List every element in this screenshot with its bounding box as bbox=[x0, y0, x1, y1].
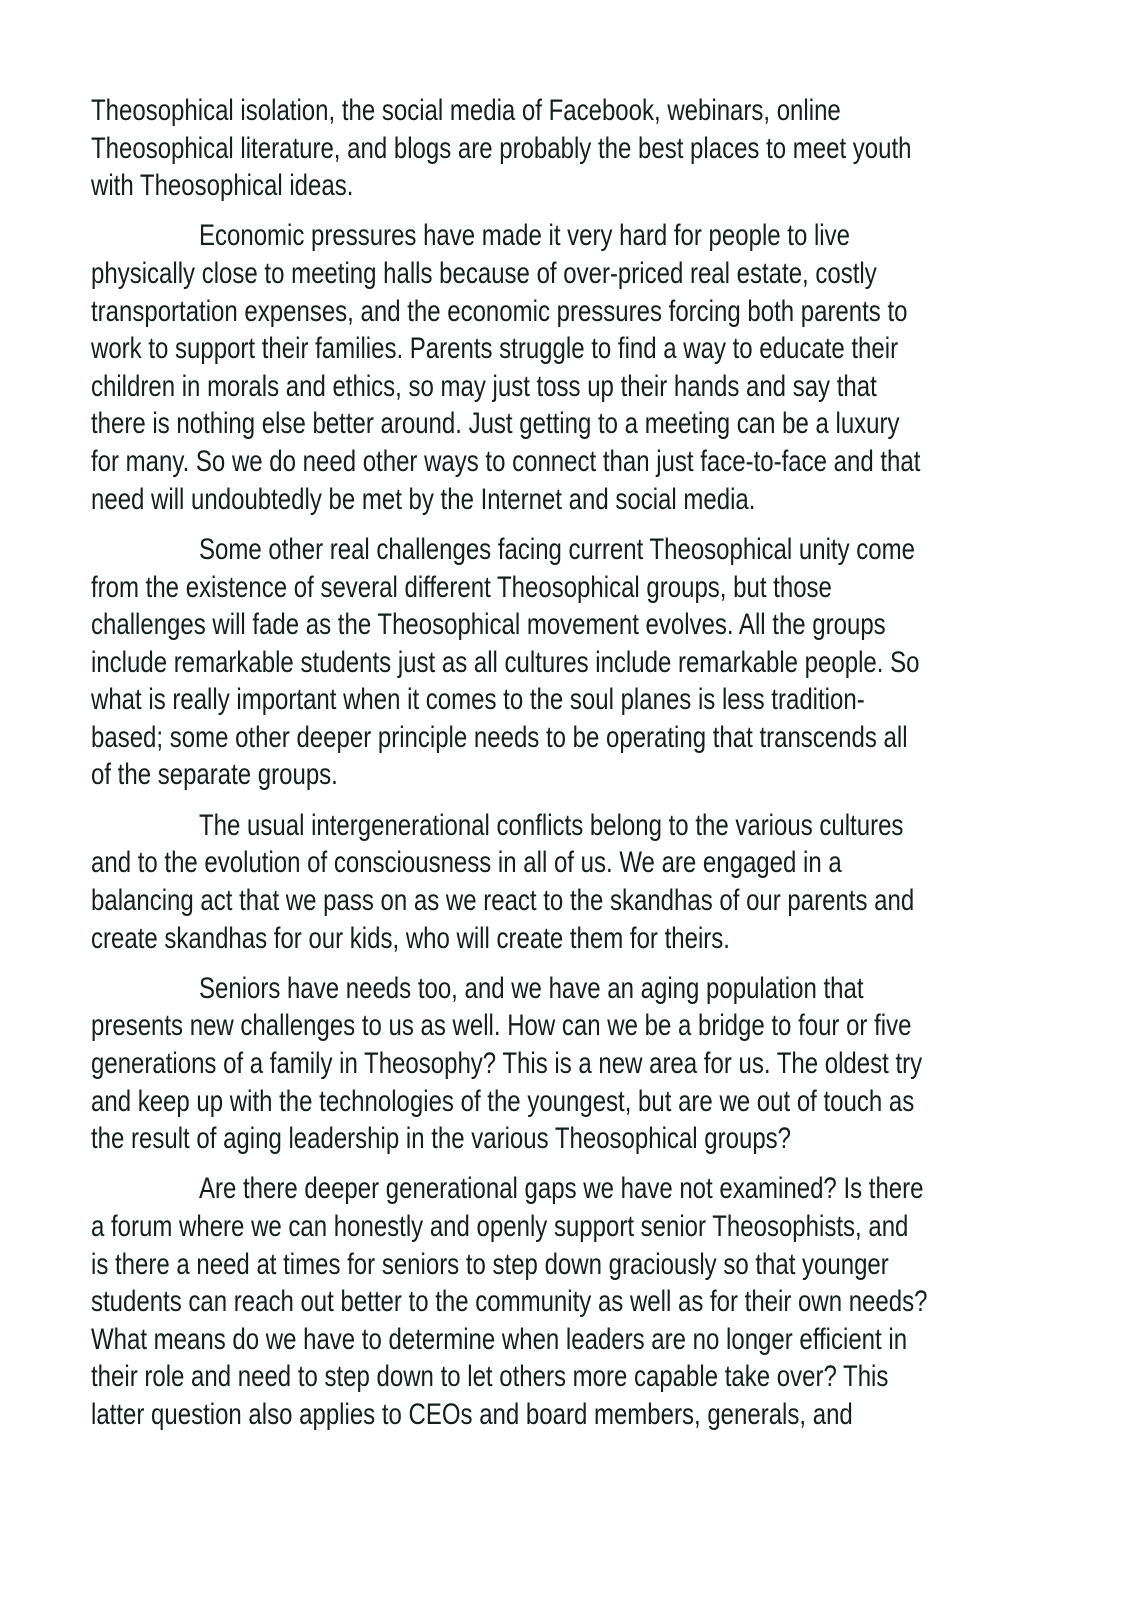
text-line: of the separate groups. bbox=[91, 758, 338, 792]
text-line: work to support their families. Parents struggle to find a way to educate their bbox=[91, 332, 899, 366]
text-line: Economic pressures have made it very hard for people to live bbox=[199, 219, 850, 253]
text-line: create skandhas for our kids, who will create them for theirs. bbox=[91, 921, 730, 955]
text-line: need will undoubtedly be met by the Internet and social media. bbox=[91, 482, 756, 516]
text-line: from the existence of several different Theosophical groups, but those bbox=[91, 570, 832, 604]
paragraph-3 bbox=[91, 531, 1051, 794]
text-line: there is nothing else better around. Just getting to a meeting can be a luxury bbox=[91, 407, 900, 441]
text-line: a forum where we can honestly and openly support senior Theosophists, and bbox=[91, 1210, 909, 1244]
paragraph-4 bbox=[91, 807, 1051, 957]
text-line: physically close to meeting halls because of over-priced real estate, costly bbox=[91, 257, 877, 291]
text-line: transportation expenses, and the economic pressures forcing both parents to bbox=[91, 294, 908, 328]
text-line: the result of aging leadership in the various Theosophical groups? bbox=[91, 1122, 792, 1156]
text-line: children in morals and ethics, so may just toss up their hands and say that bbox=[91, 369, 877, 403]
paragraph-5 bbox=[91, 970, 1051, 1158]
text-line: students can reach out better to the community as well as for their own needs? bbox=[91, 1285, 928, 1319]
text-line: what is really important when it comes to the soul planes is less tradition- bbox=[91, 683, 865, 717]
text-line: What means do we have to determine when leaders are no longer efficient in bbox=[91, 1322, 908, 1356]
text-line: based; some other deeper principle needs to be operating that transcends all bbox=[91, 720, 908, 754]
text-line: Are there deeper generational gaps we have not examined? Is there bbox=[199, 1172, 924, 1206]
text-line: their role and need to step down to let others more capable take over? This bbox=[91, 1360, 889, 1394]
text-line: include remarkable students just as all cultures include remarkable people. So bbox=[91, 645, 920, 679]
text-line: The usual intergenerational conflicts belong to the various cultures bbox=[199, 808, 904, 842]
text-line: Seniors have needs too, and we have an aging population that bbox=[199, 971, 864, 1005]
paragraph-2 bbox=[91, 217, 1051, 518]
text-line: generations of a family in Theosophy? This is a new area for us. The oldest try bbox=[91, 1047, 923, 1080]
text-line: presents new challenges to us as well. How can we be a bridge to four or five bbox=[91, 1009, 912, 1043]
text-line: Theosophical literature, and blogs are probably the best places to meet youth bbox=[91, 131, 912, 165]
text-line: Some other real challenges facing current Theosophical unity come bbox=[199, 532, 915, 566]
text-line: Theosophical isolation, the social media of Facebook, webinars, online bbox=[91, 94, 841, 127]
text-line: balancing act that we pass on as we react to the skandhas of our parents and bbox=[91, 883, 915, 917]
body-text bbox=[91, 92, 1051, 1446]
text-line: for many. So we do need other ways to connect than just face-to-face and that bbox=[91, 445, 921, 479]
text-line: challenges will fade as the Theosophical movement evolves. All the groups bbox=[91, 608, 886, 642]
text-line: with Theosophical ideas. bbox=[91, 169, 354, 203]
text-line: and keep up with the technologies of the youngest, but are we out of touch as bbox=[91, 1084, 915, 1118]
paragraph-6 bbox=[91, 1170, 1051, 1433]
text-line: latter question also applies to CEOs and board members, generals, and bbox=[91, 1398, 853, 1432]
paragraph-1 bbox=[91, 92, 1051, 205]
text-line: is there a need at times for seniors to step down graciously so that younger bbox=[91, 1247, 889, 1281]
text-line: and to the evolution of consciousness in all of us. We are engaged in a bbox=[91, 846, 842, 880]
